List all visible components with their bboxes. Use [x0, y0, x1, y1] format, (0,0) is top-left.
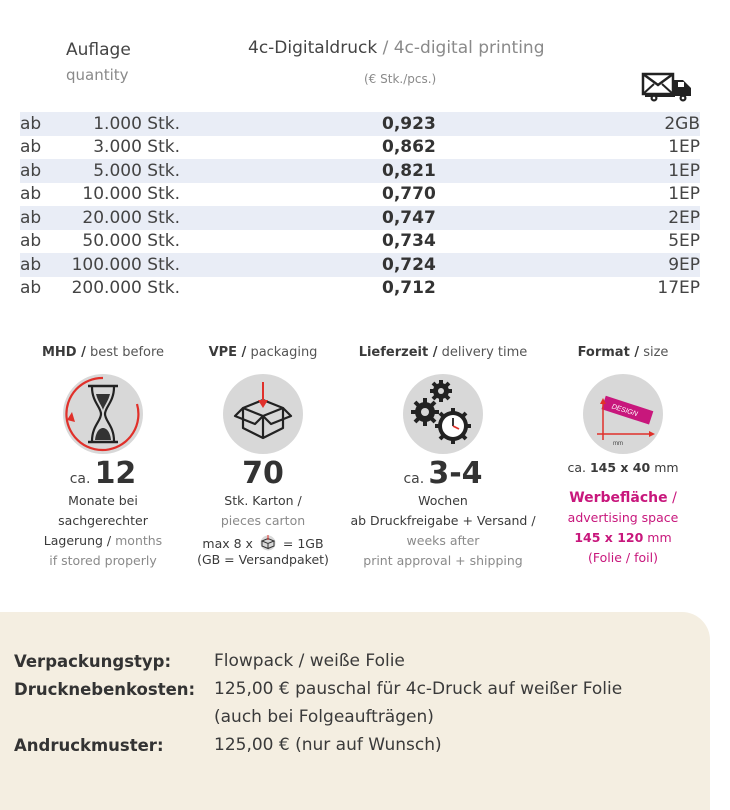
format-title-de: Format /	[577, 345, 640, 360]
mhd-line3-de: Lagerung /	[43, 533, 112, 548]
gears-clock-icon	[403, 374, 483, 454]
row-shipping: 5EP	[668, 231, 700, 252]
row-shipping: 2EP	[668, 207, 700, 228]
delivery-line3: weeks after	[406, 533, 480, 548]
delivery-line2: ab Druckfreigabe + Versand /	[350, 513, 536, 528]
delivery-line1: Wochen	[418, 493, 468, 508]
delivery-ca: ca.	[403, 471, 425, 487]
proof-value: 125,00 € (nur auf Wunsch)	[214, 735, 442, 755]
row-quantity: 20.000 Stk.	[82, 207, 180, 228]
table-row	[20, 277, 700, 301]
row-prefix: ab	[20, 160, 42, 181]
quantity-header-de: Auflage	[66, 40, 131, 60]
hourglass-icon	[63, 374, 143, 454]
packaging-type-value: Flowpack / weiße Folie	[214, 651, 405, 671]
row-shipping: 9EP	[668, 254, 700, 275]
format-ca: ca.	[567, 460, 586, 475]
delivery-line4: print approval + shipping	[363, 553, 523, 568]
truck-envelope-icon	[641, 71, 695, 103]
price-table	[20, 112, 700, 300]
delivery-value: 3-4	[428, 456, 483, 491]
ad-title-de: Werbefläche	[569, 490, 668, 506]
price-unit: (€ Stk./pcs.)	[364, 72, 437, 86]
table-row	[20, 253, 700, 277]
vpe-title-de: VPE /	[208, 345, 247, 360]
printing-costs-value-1: 125,00 € pauschal für 4c-Druck auf weißer Folie	[214, 679, 623, 699]
mhd-title-en: best before	[85, 345, 165, 360]
row-prefix: ab	[20, 184, 42, 205]
vpe-line3-a: max 8 x	[202, 536, 253, 551]
small-box-icon	[257, 535, 279, 551]
row-prefix: ab	[20, 254, 42, 275]
row-price: 0,821	[382, 160, 436, 181]
ad-size: 145 x 120	[574, 530, 644, 545]
row-quantity: 10.000 Stk.	[82, 184, 180, 205]
row-price: 0,923	[382, 113, 436, 134]
ad-title-sep: /	[667, 490, 677, 506]
row-prefix: ab	[20, 278, 42, 299]
vpe-line1: Stk. Karton /	[224, 493, 302, 508]
mhd-line1: Monate bei	[68, 493, 138, 508]
design-label-icon	[583, 374, 663, 454]
printing-costs-label: Drucknebenkosten:	[14, 680, 196, 699]
row-price: 0,734	[382, 231, 436, 252]
vpe-column	[188, 345, 338, 567]
delivery-title-de: Lieferzeit /	[358, 345, 438, 360]
price-header-de: 4c-Digitaldruck	[248, 38, 378, 58]
row-quantity: 50.000 Stk.	[82, 231, 180, 252]
row-shipping: 1EP	[668, 184, 700, 205]
ad-size-unit: mm	[643, 530, 672, 545]
format-column	[548, 345, 698, 568]
box-icon	[223, 374, 303, 454]
delivery-column	[348, 345, 538, 571]
mhd-line2: sachgerechter	[58, 513, 148, 528]
row-quantity: 1.000 Stk.	[93, 113, 180, 134]
row-quantity: 3.000 Stk.	[93, 137, 180, 158]
design-label-unit: mm	[613, 441, 623, 447]
row-shipping: 1EP	[668, 160, 700, 181]
quantity-header	[66, 40, 156, 84]
vpe-title-en: packaging	[246, 345, 318, 360]
row-price: 0,770	[382, 184, 436, 205]
mhd-line4: if stored properly	[49, 553, 157, 568]
row-price: 0,712	[382, 278, 436, 299]
mhd-line3-en: months	[111, 533, 163, 548]
ad-title-en: advertising space	[567, 510, 679, 525]
price-header-sep: /	[377, 38, 394, 58]
mhd-column	[28, 345, 178, 571]
table-row	[20, 159, 700, 183]
mhd-value: 12	[94, 456, 137, 491]
row-quantity: 200.000 Stk.	[71, 278, 180, 299]
row-prefix: ab	[20, 137, 42, 158]
mhd-ca: ca.	[69, 471, 91, 487]
table-row	[20, 230, 700, 254]
delivery-title-en: delivery time	[437, 345, 528, 360]
printing-costs-value-2: (auch bei Folgeaufträgen)	[214, 707, 434, 727]
row-prefix: ab	[20, 113, 42, 134]
row-quantity: 100.000 Stk.	[71, 254, 180, 275]
mhd-title-de: MHD /	[41, 345, 86, 360]
packaging-type-label: Verpackungstyp:	[14, 652, 172, 671]
price-header-en: 4c-digital printing	[393, 38, 545, 58]
info-box	[0, 612, 710, 810]
row-price: 0,724	[382, 254, 436, 275]
vpe-line4: (GB = Versandpaket)	[197, 552, 329, 567]
row-quantity: 5.000 Stk.	[93, 160, 180, 181]
row-prefix: ab	[20, 207, 42, 228]
row-shipping: 1EP	[668, 137, 700, 158]
row-shipping: 17EP	[657, 278, 700, 299]
quantity-header-en: quantity	[66, 66, 129, 84]
table-row	[20, 112, 700, 136]
row-prefix: ab	[20, 231, 42, 252]
table-row	[20, 206, 700, 230]
ad-foil: (Folie / foil)	[588, 550, 658, 565]
table-row	[20, 183, 700, 207]
design-label-text: DESIGN	[610, 403, 639, 419]
format-size-unit: mm	[650, 460, 679, 475]
vpe-line3-b: = 1GB	[282, 536, 324, 551]
vpe-value: 70	[242, 456, 284, 491]
price-header	[248, 38, 588, 86]
vpe-line2: pieces carton	[220, 513, 306, 528]
format-size: 145 x 40	[589, 460, 651, 475]
row-price: 0,862	[382, 137, 436, 158]
table-row	[20, 136, 700, 160]
proof-label: Andruckmuster:	[14, 736, 164, 755]
row-price: 0,747	[382, 207, 436, 228]
row-shipping: 2GB	[664, 113, 700, 134]
format-title-en: size	[639, 345, 669, 360]
